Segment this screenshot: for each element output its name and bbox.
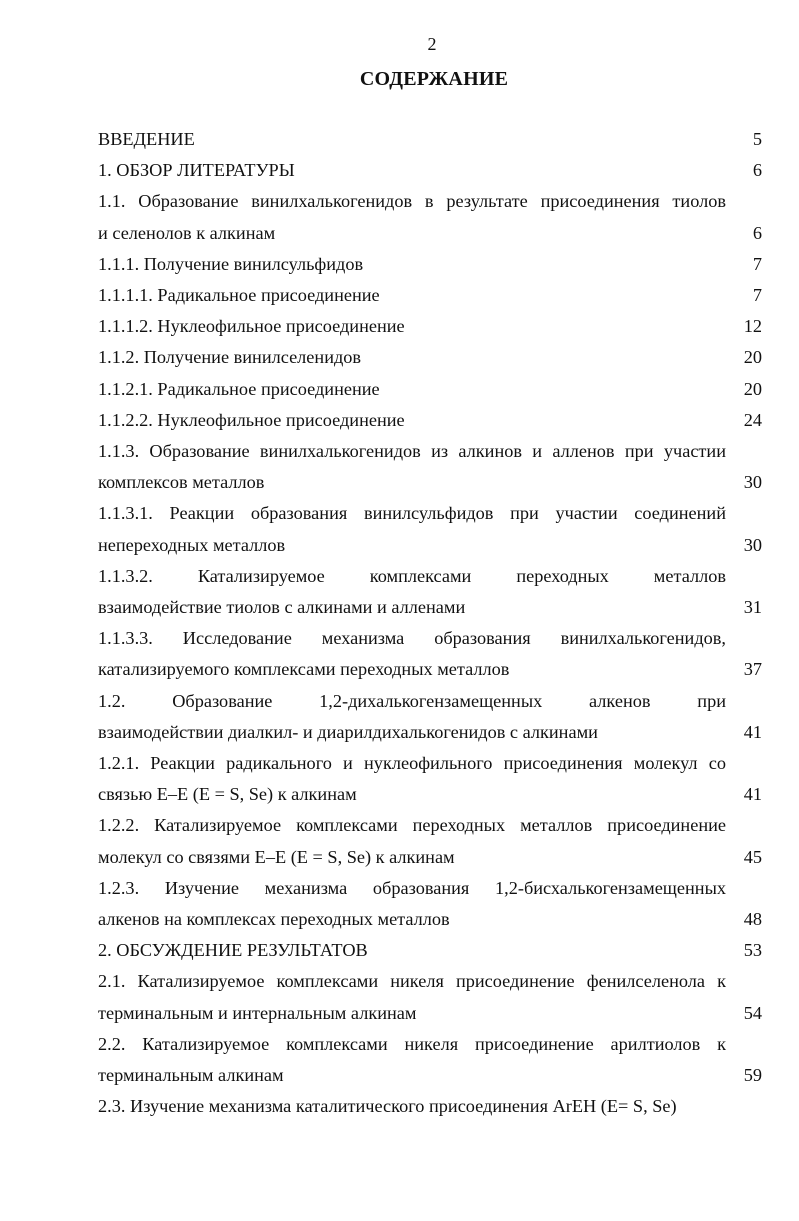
toc-entry-title — [98, 623, 726, 685]
toc-entry-line: 1.1.2.1. Радикальное присоединение — [98, 378, 380, 399]
toc-entry-title — [98, 498, 726, 560]
toc-page-number: 6 — [752, 160, 762, 181]
table-of-contents — [98, 124, 762, 1123]
toc-entry-line: ВВЕДЕНИЕ — [98, 129, 195, 149]
toc-entry — [98, 155, 762, 186]
toc-entry-line-continued: и селенолов к алкинам — [98, 222, 276, 243]
toc-page-number: 6 — [752, 222, 762, 243]
toc-page-number: 12 — [743, 316, 762, 337]
toc-entry-title — [98, 1029, 726, 1091]
toc-page-number: 24 — [743, 409, 762, 430]
toc-entry-line-continued: терминальным алкинам — [98, 1065, 284, 1086]
toc-entry-line: 1.2.1. Реакции радикального и нуклеофильного присоединения молекул со — [98, 753, 726, 774]
toc-entry-line: 1.1.3.1. Реакции образования винилсульфидов при участии соединений — [98, 503, 726, 524]
toc-entry — [98, 748, 762, 810]
toc-entry-title — [98, 748, 726, 810]
toc-page-number: 48 — [743, 909, 762, 930]
toc-page-number: 20 — [743, 347, 762, 368]
toc-entry-line: 2.2. Катализируемое комплексами никеля присоединение арилтиолов к — [98, 1033, 726, 1054]
toc-entry-line-continued: алкенов на комплексах переходных металлов — [98, 909, 450, 930]
toc-entry-title — [98, 810, 726, 872]
toc-entry — [98, 124, 762, 155]
page-number: 2 — [427, 34, 437, 54]
toc-entry-title — [98, 966, 726, 1028]
toc-page-number: 59 — [743, 1065, 762, 1086]
toc-entry-line: 1.2.3. Изучение механизма образования 1,2-бисхалькогензамещенных — [98, 877, 726, 898]
toc-entry — [98, 405, 762, 436]
toc-page-number: 41 — [743, 784, 762, 805]
toc-entry-line: 1.1.3. Образование винилхалькогенидов из алкинов и алленов при участии — [98, 441, 726, 462]
toc-entry-line: 1.1.2. Получение винилселенидов — [98, 347, 362, 368]
toc-entry — [98, 374, 762, 405]
toc-entry — [98, 935, 762, 966]
toc-entry — [98, 342, 762, 373]
toc-entry-title — [98, 686, 726, 748]
toc-entry — [98, 280, 762, 311]
toc-page-number: 45 — [743, 846, 762, 867]
toc-entry-title — [98, 405, 726, 436]
toc-entry — [98, 498, 762, 560]
toc-entry-title — [98, 155, 726, 186]
page-title: СОДЕРЖАНИЕ — [359, 68, 509, 90]
toc-page-number: 7 — [752, 285, 762, 306]
toc-entry-title — [98, 436, 726, 498]
toc-entry — [98, 436, 762, 498]
toc-entry — [98, 311, 762, 342]
toc-page-number: 53 — [743, 940, 762, 961]
toc-entry — [98, 810, 762, 872]
toc-entry-line-continued: молекул со связями E–E (E = S, Se) к алкинам — [98, 846, 455, 867]
toc-entry — [98, 623, 762, 685]
toc-entry-title — [98, 342, 726, 373]
toc-page-number: 31 — [743, 597, 762, 618]
toc-entry-line: 1.1.1.2. Нуклеофильное присоединение — [98, 316, 405, 337]
toc-entry-title — [98, 311, 726, 342]
toc-page-number: 41 — [743, 721, 762, 742]
toc-entry-line-continued: терминальным и интернальным алкинам — [98, 1002, 417, 1023]
toc-entry — [98, 873, 762, 935]
toc-page-number: 30 — [743, 534, 762, 555]
toc-entry-line-continued: связью E–E (E = S, Se) к алкинам — [98, 784, 357, 805]
toc-entry-line: 1.1.3.3. Исследование механизма образования винилхалькогенидов, — [98, 628, 726, 649]
toc-page-number: 5 — [752, 129, 762, 149]
toc-entry-line: 1. ОБЗОР ЛИТЕРАТУРЫ — [98, 160, 295, 181]
toc-page-number: 30 — [743, 472, 762, 493]
toc-entry-title — [98, 1091, 726, 1122]
toc-page-number: 7 — [752, 253, 762, 274]
toc-entry — [98, 249, 762, 280]
toc-entry-title — [98, 873, 726, 935]
toc-entry-line: 1.2. Образование 1,2-дихалькогензамещенных алкенов при — [98, 690, 726, 711]
toc-entry — [98, 561, 762, 623]
toc-page-number: 54 — [743, 1002, 762, 1023]
toc-entry — [98, 186, 762, 248]
toc-entry-line-continued: комплексов металлов — [98, 472, 265, 493]
toc-entry — [98, 1091, 762, 1122]
toc-entry-line: 1.1.2.2. Нуклеофильное присоединение — [98, 409, 405, 430]
toc-entry-line: 2.3. Изучение механизма каталитического присоединения ArEH (E= S, Se) — [98, 1096, 677, 1117]
toc-entry-line: 1.1. Образование винилхалькогенидов в результате присоединения тиолов — [98, 191, 726, 212]
toc-page-number: 37 — [743, 659, 762, 680]
toc-entry-line: 2. ОБСУЖДЕНИЕ РЕЗУЛЬТАТОВ — [98, 940, 368, 961]
toc-entry-title — [98, 124, 726, 155]
toc-entry-title — [98, 374, 726, 405]
toc-entry-line: 1.2.2. Катализируемое комплексами переходных металлов присоединение — [98, 815, 726, 836]
toc-entry-title — [98, 561, 726, 623]
toc-entry-title — [98, 935, 726, 966]
toc-entry — [98, 686, 762, 748]
toc-entry-line: 1.1.1.1. Радикальное присоединение — [98, 285, 380, 306]
toc-page-number: 20 — [743, 378, 762, 399]
toc-entry-line: 1.1.3.2. Катализируемое комплексами переходных металлов — [98, 565, 726, 586]
toc-entry-title — [98, 280, 726, 311]
toc-entry-line: 2.1. Катализируемое комплексами никеля присоединение фенилселенола к — [98, 971, 726, 992]
toc-entry — [98, 966, 762, 1028]
toc-entry-line-continued: взаимодействие тиолов с алкинами и алленами — [98, 597, 466, 618]
toc-entry-title — [98, 249, 726, 280]
toc-entry-line-continued: непереходных металлов — [98, 534, 286, 555]
toc-entry-line-continued: взаимодействии диалкил- и диарилдихалькогенидов с алкинами — [98, 721, 598, 742]
toc-entry-line: 1.1.1. Получение винилсульфидов — [98, 253, 364, 274]
toc-entry-line-continued: катализируемого комплексами переходных металлов — [98, 659, 510, 680]
toc-entry — [98, 1029, 762, 1091]
toc-entry-title — [98, 186, 726, 248]
